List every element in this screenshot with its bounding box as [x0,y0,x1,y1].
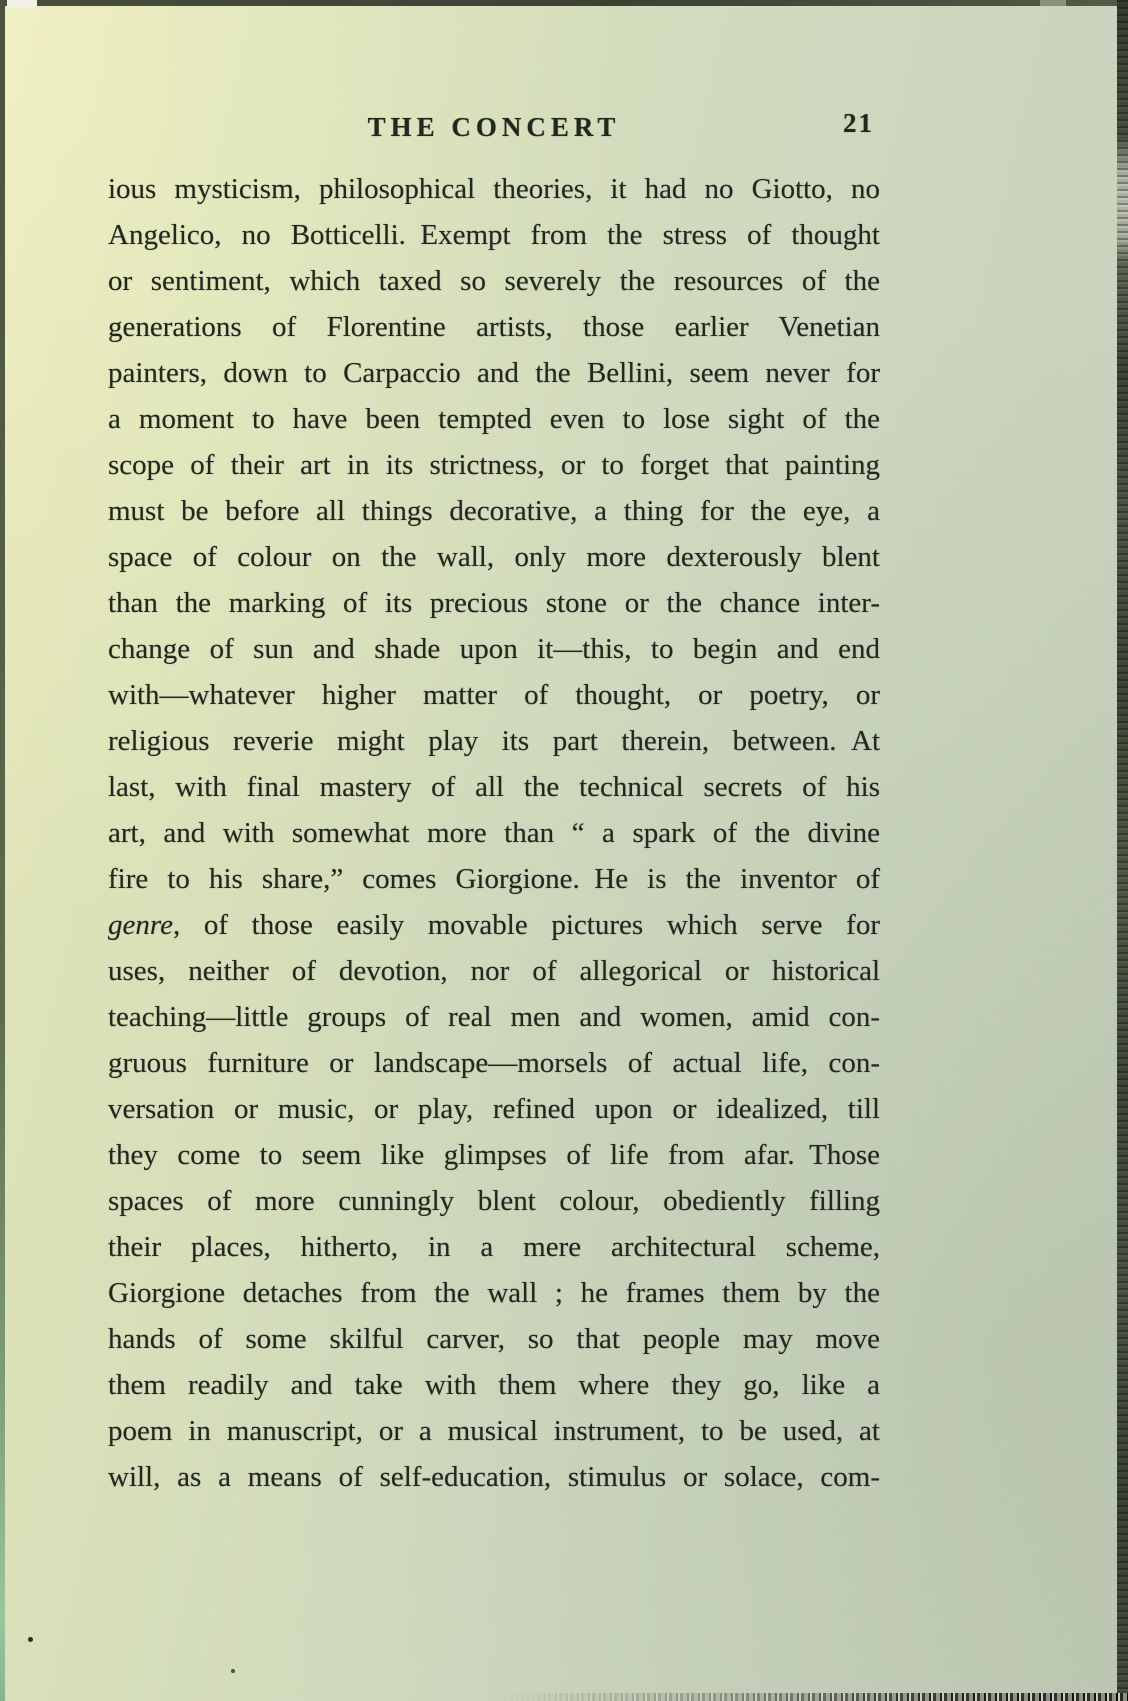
scan-edge-top [0,0,1128,6]
text-line: will, as a means of self-education, stimulus or solace, com- [108,1461,880,1493]
text-line: hands of some skilful carver, so that people may move [108,1323,880,1355]
text-line: fire to his share,” comes Giorgione. He is the inventor of [108,863,880,895]
text-line: painters, down to Carpaccio and the Bellini, seem never for [108,357,880,389]
text-line: their places, hitherto, in a mere architectural scheme, [108,1231,880,1263]
text-line: last, with final mastery of all the technical secrets of his [108,771,880,803]
text-line: than the marking of its precious stone or the chance inter- [108,587,880,619]
text-line: them readily and take with them where they go, like a [108,1369,880,1401]
page-header [108,108,880,152]
text-line: change of sun and shade upon it—this, to begin and end [108,633,880,665]
text-line: poem in manuscript, or a musical instrument, to be used, at [108,1415,880,1447]
ink-speck [231,1669,235,1673]
text-line: religious reverie might play its part therein, between. At [108,725,880,757]
text-line: ious mysticism, philosophical theories, it had no Giotto, no [108,173,880,205]
text-line: gruous furniture or landscape—morsels of actual life, con- [108,1047,880,1079]
scan-edge-left [0,0,5,1701]
page-number: 21 [843,108,874,138]
text-line: teaching—little groups of real men and women, amid con- [108,1001,880,1033]
text-line: genre, of those easily movable pictures which serve for [108,909,880,941]
text-line: uses, neither of devotion, nor of allegorical or historical [108,955,880,987]
text-line: art, and with somewhat more than “ a spark of the divine [108,817,880,849]
text-line: with—whatever higher matter of thought, or poetry, or [108,679,880,711]
text-line: they come to seem like glimpses of life from afar. Those [108,1139,880,1171]
text-line: scope of their art in its strictness, or to forget that painting [108,449,880,481]
body-text [108,166,880,1500]
text-line: must be before all things decorative, a thing for the eye, a [108,495,880,527]
text-line: versation or music, or play, refined upon or idealized, till [108,1093,880,1125]
scan-edge-bottom-stripes [500,1693,1128,1701]
text-line: a moment to have been tempted even to lose sight of the [108,403,880,435]
book-fore-edge-texture [1117,0,1128,1701]
text-line: Angelico, no Botticelli. Exempt from the stress of thought [108,219,880,251]
text-line: Giorgione detaches from the wall ; he frames them by the [108,1277,880,1309]
text-line: space of colour on the wall, only more dexterously blent [108,541,880,573]
text-line: generations of Florentine artists, those earlier Venetian [108,311,880,343]
ink-speck [28,1637,33,1642]
running-title: THE CONCERT [367,112,621,142]
text-line: spaces of more cunningly blent colour, obediently filling [108,1185,880,1217]
scan-edge-top-notch [7,0,37,9]
text-line: or sentiment, which taxed so severely the resources of the [108,265,880,297]
scan-edge-top-glint [1040,0,1066,6]
